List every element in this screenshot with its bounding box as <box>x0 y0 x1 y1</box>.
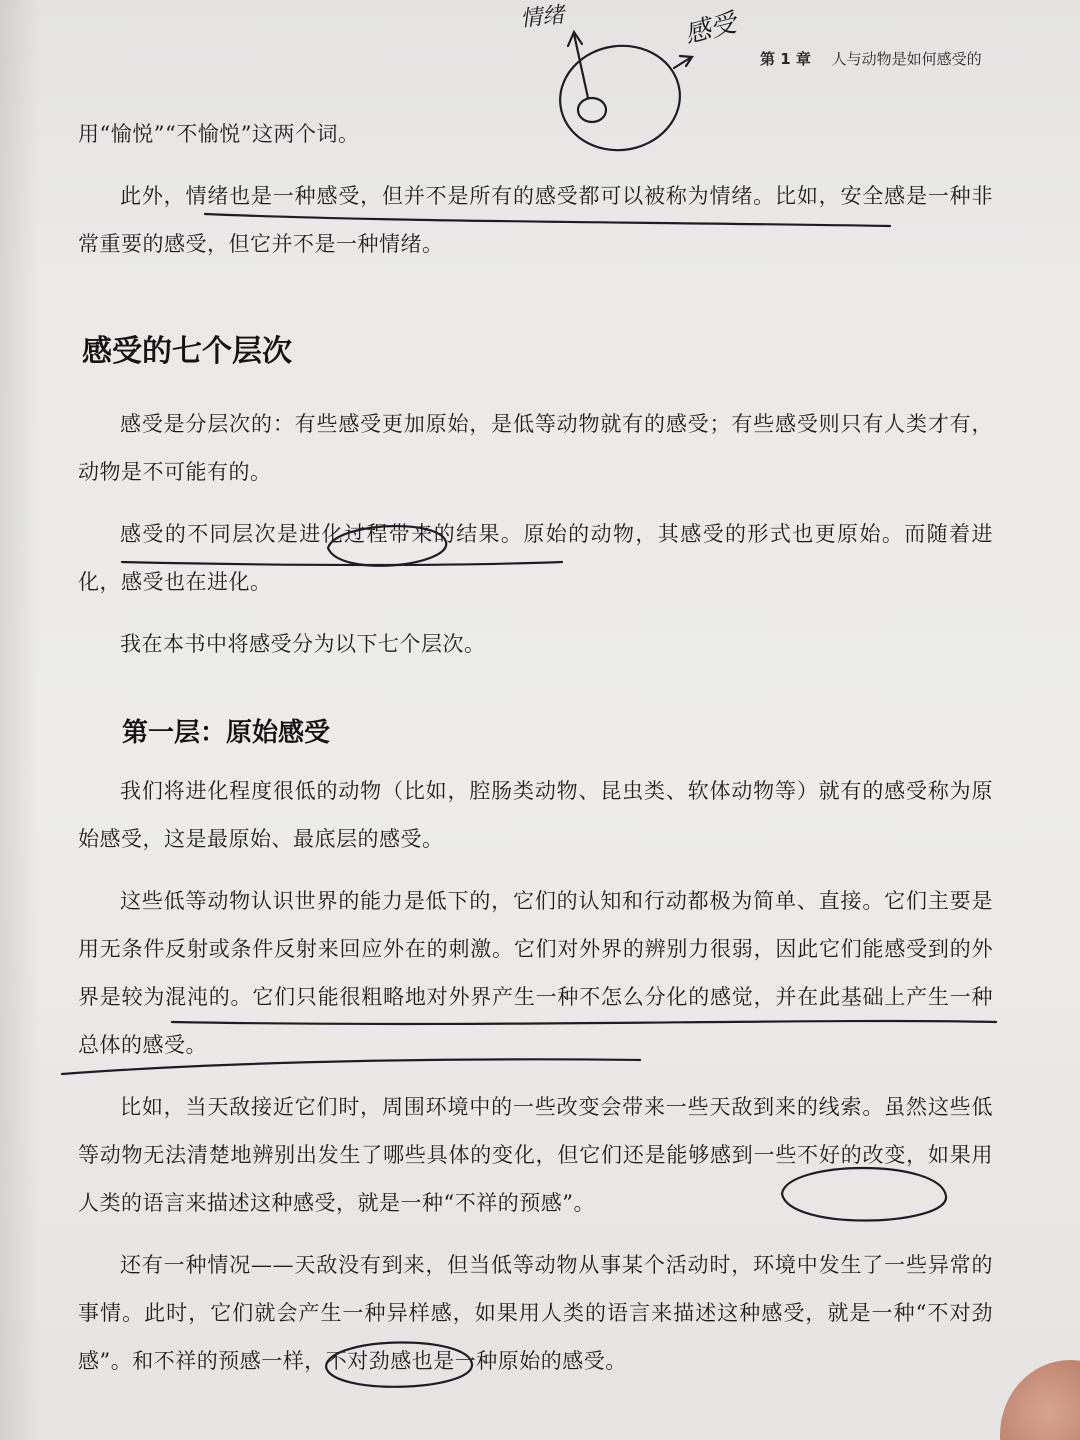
paragraph-continued: 用“愉悦”“不愉悦”这两个词。 <box>78 122 360 146</box>
section-paragraph: 感受是分层次的：有些感受更加原始，是低等动物就有的感受；有些感受则只有人类才有，动物是不可能有的。 <box>78 412 993 484</box>
chapter-title: 人与动物是如何感受的 <box>831 50 982 68</box>
handwritten-note-left: 情绪 <box>519 2 566 33</box>
section-paragraph: 感受的不同层次是进化过程带来的结果。原始的动物，其感受的形式也更原始。而随着进化，感受也在进化。 <box>78 522 993 594</box>
section-heading: 感受的七个层次 <box>82 334 292 369</box>
sketch-arrow-up <box>568 32 588 98</box>
paragraph-emotion: 此外，情绪也是一种感受，但并不是所有的感受都可以被称为情绪。比如，安全感是一种非常重要的感受，但它并不是一种情绪。 <box>78 184 993 256</box>
running-header <box>760 48 982 69</box>
subsection-paragraph: 我们将进化程度很低的动物（比如，腔肠类动物、昆虫类、软体动物等）就有的感受称为原始感受，这是最原始、最底层的感受。 <box>78 779 993 851</box>
handwritten-note-right: 感受 <box>681 8 740 50</box>
subsection-paragraph: 比如，当天敌接近它们时，周围环境中的一些改变会带来一些天敌到来的线索。虽然这些低等动物无法清楚地辨别出发生了哪些具体的变化，但它们还是能够感到一些不好的改变，如果用人类的语言来描述这种感受，就是一种“不祥的预感”。 <box>78 1095 993 1215</box>
page-body <box>78 110 993 1399</box>
sketch-arrow-right <box>674 56 692 68</box>
subsection-heading: 第一层：原始感受 <box>122 718 331 748</box>
subsection-paragraph: 这些低等动物认识世界的能力是低下的，它们的认知和行动都极为简单、直接。它们主要是用无条件反射或条件反射来回应外在的刺激。它们对外界的辨别力很弱，因此它们能感受到的外界是较为混沌的。它们只能很粗略地对外界产生一种不怎么分化的感觉，并在此基础上产生一种总体的感受。 <box>78 889 993 1057</box>
finger-tip <box>1000 1360 1080 1440</box>
subsection-paragraph: 还有一种情况——天敌没有到来，但当低等动物从事某个活动时，环境中发生了一些异常的事情。此时，它们就会产生一种异样感，如果用人类的语言来描述这种感受，就是一种“不对劲感”。和不祥的预感一样，不对劲感也是一种原始的感受。 <box>78 1253 993 1373</box>
page-gutter-shadow <box>0 0 40 1440</box>
chapter-number: 第 1 章 <box>760 50 811 68</box>
section-paragraph: 我在本书中将感受分为以下七个层次。 <box>120 632 486 656</box>
